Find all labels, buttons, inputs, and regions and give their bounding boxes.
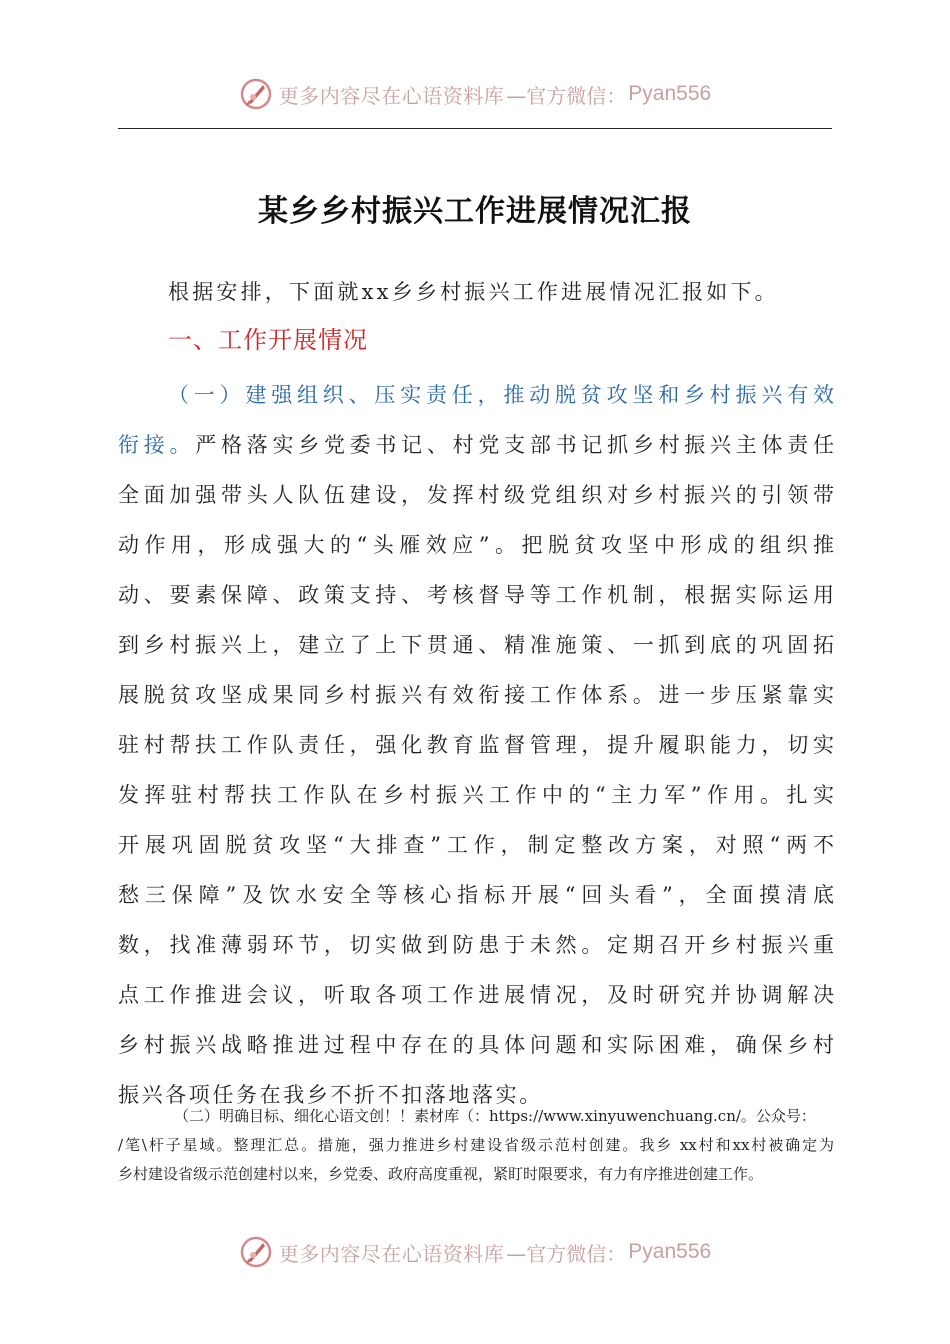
header-wechat-id: Pyan556	[628, 82, 712, 105]
quill-logo-icon	[239, 1235, 273, 1269]
body-line: 展脱贫攻坚成果同乡村振兴有效衔接工作体系。进一步压紧靠实	[118, 683, 834, 707]
intro-paragraph: 根据安排，下面就xx乡乡村振兴工作进展情况汇报如下。	[168, 280, 779, 304]
footer-banner-text: 更多内容尽在心语资料库	[278, 1241, 505, 1266]
body-line: 全面加强带头人队伍建设，发挥村级党组织对乡村振兴的引领带	[118, 483, 834, 507]
header-wechat-label: —官方微信：	[506, 83, 627, 108]
body-line	[118, 420, 834, 470]
small-para-line: 乡村建设省级示范创建村以来，乡党委、政府高度重视，紧盯时限要求，有力有序推进创建工作。	[118, 1165, 764, 1183]
body-line: 动、要素保障、政策支持、考核督导等工作机制，根据实际运用	[118, 583, 834, 607]
subheading-1-cont: 衔接。	[118, 433, 196, 457]
body-line: 点工作推进会议，听取各项工作进展情况，及时研究并协调解决	[118, 983, 834, 1007]
body-text: 严格落实乡党委书记、村党支部书记抓乡村振兴主体责任	[195, 433, 835, 457]
body-line: 数，找准薄弱环节，切实做到防患于未然。定期召开乡村振兴重	[118, 933, 834, 957]
header-banner-text: 更多内容尽在心语资料库	[278, 83, 505, 108]
quill-logo-icon	[239, 77, 273, 111]
subheading-line-1	[118, 370, 834, 420]
section-1-body	[118, 370, 834, 1120]
small-para-line: /笔\杆子星域。整理汇总。措施，强力推进乡村建设省级示范村创建。我乡 xx村和xx村被确定为	[118, 1136, 834, 1154]
body-line: 发挥驻村帮扶工作队在乡村振兴工作中的“主力军”作用。扎实	[118, 783, 834, 807]
header-divider	[118, 128, 832, 129]
body-line: 愁三保障”及饮水安全等核心指标开展“回头看”，全面摸清底	[118, 883, 834, 907]
footer-wechat-id: Pyan556	[628, 1240, 712, 1263]
small-paragraph	[118, 1102, 834, 1189]
body-line: 驻村帮扶工作队责任，强化教育监督管理，提升履职能力，切实	[118, 733, 834, 757]
footer-wechat-label: —官方微信：	[506, 1241, 627, 1266]
section-heading-1: 一、工作开展情况	[168, 326, 368, 354]
header-banner	[0, 72, 950, 116]
body-line: 到乡村振兴上，建立了上下贯通、精准施策、一抓到底的巩固拓	[118, 633, 834, 657]
body-line: 开展巩固脱贫攻坚“大排查”工作，制定整改方案，对照“两不	[118, 833, 834, 857]
small-para-line: （二）明确目标、细化心语文创！！素材库（：https://www.xinyuwenchuang.cn/。公众号：	[174, 1107, 816, 1125]
document-title: 某乡乡村振兴工作进展情况汇报	[258, 194, 692, 229]
footer-banner	[0, 1230, 950, 1274]
subheading-1: （一）建强组织、压实责任，推动脱贫攻坚和乡村振兴有效	[168, 383, 834, 407]
body-line: 乡村振兴战略推进过程中存在的具体问题和实际困难，确保乡村	[118, 1033, 834, 1057]
body-line: 动作用，形成强大的“头雁效应”。把脱贫攻坚中形成的组织推	[118, 533, 834, 557]
body-line: 振兴各项任务在我乡不折不扣落地落实。	[118, 1083, 543, 1107]
